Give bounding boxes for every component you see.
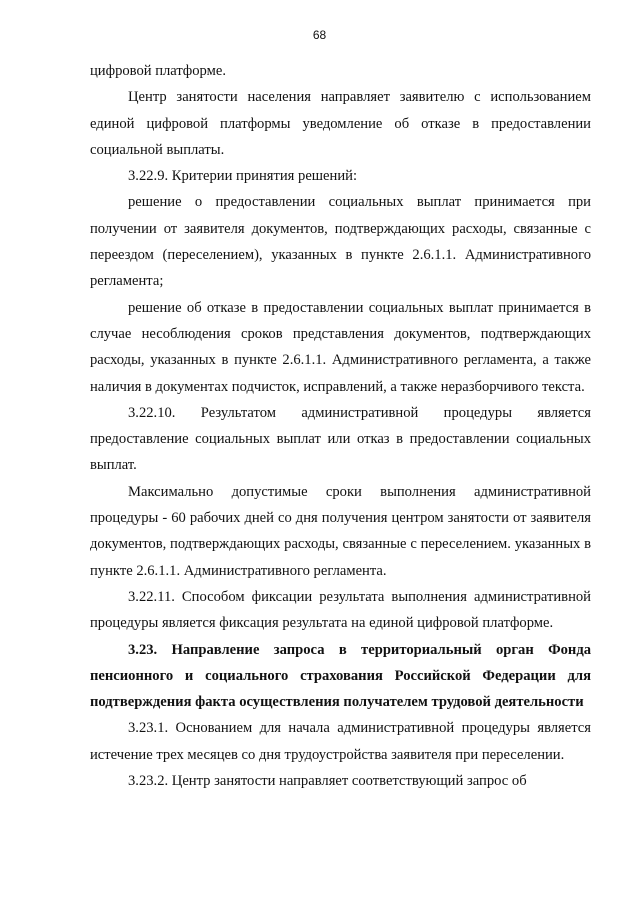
paragraph-3-22-9-heading: 3.22.9. Критерии принятия решений: bbox=[128, 168, 358, 185]
paragraph-3-23-1: 3.23.1. Основанием для начала административной процедуры является истечение трех месяцев со дня трудоустройства заявителя при переселении. bbox=[90, 720, 591, 763]
paragraph-continuation: цифровой платформе. bbox=[90, 63, 226, 79]
document-body bbox=[90, 58, 591, 794]
section-3-23-heading: 3.23. Направление запроса в территориальный орган Фонда пенсионного и социального страхования Российской Федерации для подтверждения факта осуществления получателем трудовой деятельности bbox=[90, 641, 591, 711]
paragraph-decision-refusal: решение об отказе в предоставлении социальных выплат принимается в случае несоблюдения сроков представления документов, подтверждающих расходы, указанных в пункте 2.6.1.1. Административного регламента, а также наличия в документах подчисток, исправлений, а также неразборчивого текста. bbox=[90, 299, 591, 395]
paragraph-decision-grant: решение о предоставлении социальных выплат принимается при получении от заявителя документов, подтверждающих расходы, связанные с переездом (переселением), указанных в пункте 2.6.1.1. Административного регламента; bbox=[90, 194, 591, 290]
page-number: 68 bbox=[312, 28, 327, 42]
paragraph-3-22-10: 3.22.10. Результатом административной процедуры является предоставление социальных выплат или отказ в предоставлении социальных выплат. bbox=[90, 404, 591, 474]
paragraph-notice: Центр занятости населения направляет заявителю с использованием единой цифровой платформы уведомление об отказе в предоставлении социальной выплаты. bbox=[90, 89, 591, 158]
paragraph-3-22-11: 3.22.11. Способом фиксации результата выполнения административной процедуры является фиксация результата на единой цифровой платформе. bbox=[90, 588, 591, 632]
paragraph-max-terms: Максимально допустимые сроки выполнения административной процедуры - 60 рабочих дней со дня получения центром занятости от заявителя документов, подтверждающих расходы, связанные с переселением. указанных в пункте 2.6.1.1. Административного регламента. bbox=[90, 483, 591, 579]
paragraph-3-23-2: 3.23.2. Центр занятости направляет соответствующий запрос об bbox=[128, 773, 527, 790]
